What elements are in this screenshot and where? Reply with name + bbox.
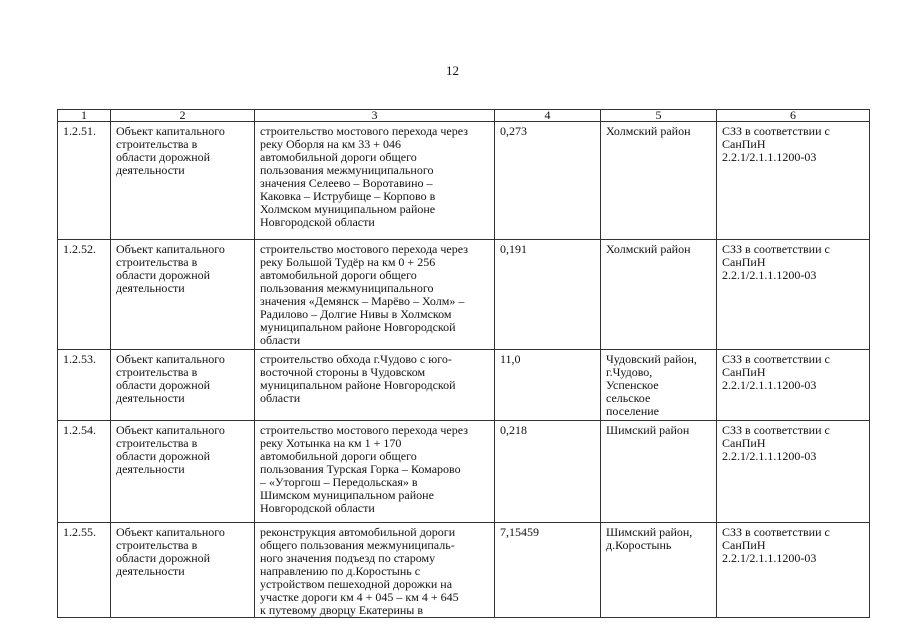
object-value: 7,15459 xyxy=(495,523,601,618)
object-type: Объект капитального строительства в области дорожной деятельности xyxy=(111,240,255,350)
column-header: 6 xyxy=(717,110,870,122)
table-row xyxy=(58,240,870,350)
protection-zone: СЗЗ в соответствии с СанПиН 2.2.1/2.1.1.1200-03 xyxy=(717,122,870,240)
object-value: 0,191 xyxy=(495,240,601,350)
object-location: Холмский район xyxy=(601,240,717,350)
column-header: 3 xyxy=(255,110,495,122)
table-row xyxy=(58,421,870,523)
row-number: 1.2.54. xyxy=(58,421,111,523)
table-row xyxy=(58,122,870,240)
page-number: 12 xyxy=(446,63,459,78)
row-number: 1.2.51. xyxy=(58,122,111,240)
object-location: Шимский район xyxy=(601,421,717,523)
object-location: Чудовский район, г.Чудово, Успенское сельское поселение xyxy=(601,350,717,421)
protection-zone: СЗЗ в соответствии с СанПиН 2.2.1/2.1.1.1200-03 xyxy=(717,240,870,350)
column-header: 5 xyxy=(601,110,717,122)
object-description: строительство мостового перехода через реку Хотынка на км 1 + 170 автомобильной дороги общего пользования Турская Горка – Комарово – «Уторгош – Передольская» в Шимском муниципальном районе Новгородской области xyxy=(255,421,495,523)
object-type: Объект капитального строительства в области дорожной деятельности xyxy=(111,523,255,618)
row-number: 1.2.53. xyxy=(58,350,111,421)
document-table xyxy=(57,109,870,618)
protection-zone: СЗЗ в соответствии с СанПиН 2.2.1/2.1.1.1200-03 xyxy=(717,350,870,421)
object-location: Холмский район xyxy=(601,122,717,240)
column-header: 1 xyxy=(58,110,111,122)
protection-zone: СЗЗ в соответствии с СанПиН 2.2.1/2.1.1.1200-03 xyxy=(717,523,870,618)
object-type: Объект капитального строительства в области дорожной деятельности xyxy=(111,421,255,523)
object-type: Объект капитального строительства в области дорожной деятельности xyxy=(111,350,255,421)
object-location: Шимский район, д.Коростынь xyxy=(601,523,717,618)
column-header: 4 xyxy=(495,110,601,122)
column-header: 2 xyxy=(111,110,255,122)
object-value: 0,218 xyxy=(495,421,601,523)
object-value: 0,273 xyxy=(495,122,601,240)
protection-zone: СЗЗ в соответствии с СанПиН 2.2.1/2.1.1.1200-03 xyxy=(717,421,870,523)
table-header-row xyxy=(58,110,870,122)
object-description: строительство мостового перехода через реку Оборля на км 33 + 046 автомобильной дороги общего пользования межмуниципального значения Селеево – Воротавино – Каковка – Иструбище – Корпово в Холмском муниципальном районе Новгородской области xyxy=(255,122,495,240)
object-value: 11,0 xyxy=(495,350,601,421)
row-number: 1.2.55. xyxy=(58,523,111,618)
object-type: Объект капитального строительства в области дорожной деятельности xyxy=(111,122,255,240)
table-row xyxy=(58,350,870,421)
object-description: строительство обхода г.Чудово с юго- восточной стороны в Чудовском муниципальном районе Новгородской области xyxy=(255,350,495,421)
object-description: реконструкция автомобильной дороги общего пользования межмуниципаль- ного значения подъезд по старому направлению по д.Коростынь с устройством пешеходной дорожки на участке дороги км 4 + 045 – км 4 + 645 к путевому дворцу Екатерины в xyxy=(255,523,495,618)
row-number: 1.2.52. xyxy=(58,240,111,350)
object-description: строительство мостового перехода через реку Большой Тудёр на км 0 + 256 автомобильной дороги общего пользования межмуниципального значения «Демянск – Марёво – Холм» – Радилово – Долгие Нивы в Холмском муниципальном районе Новгородской области xyxy=(255,240,495,350)
table-row xyxy=(58,523,870,618)
